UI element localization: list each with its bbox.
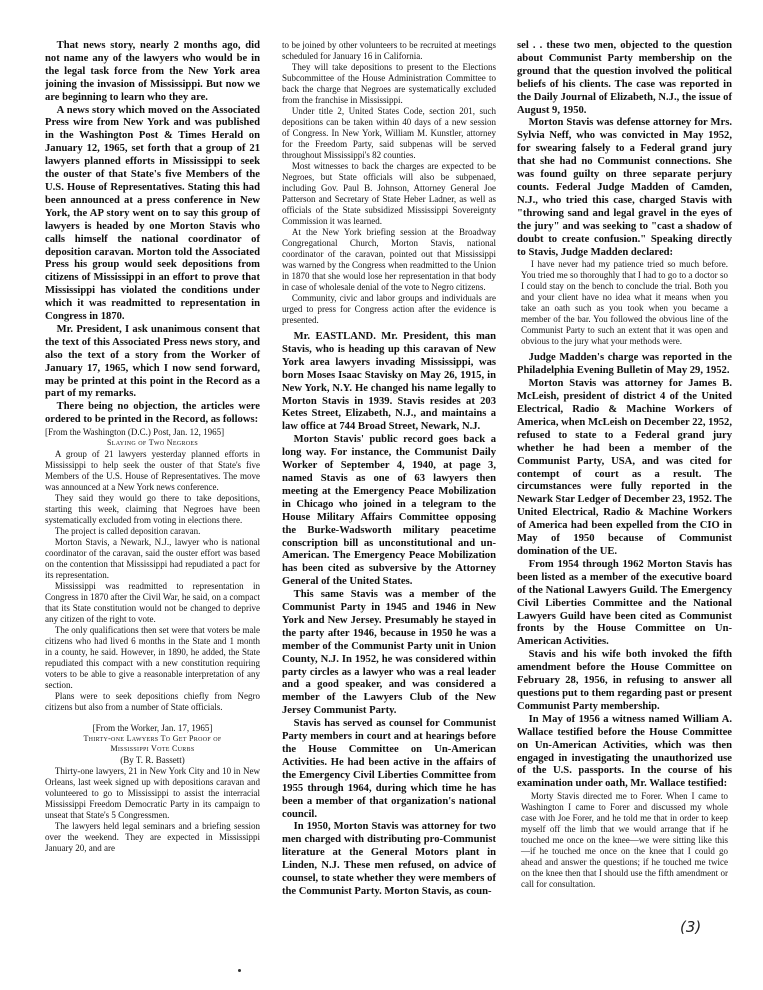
paragraph: That news story, nearly 2 months ago, did not name any of the lawyers who would be in the legal task force from the New York area joining the invasion of Mississippi. But now we are beginning to learn who they are.	[45, 40, 260, 103]
article-paragraph: Under title 2, United States Code, section 201, such depositions can be taken within 40 days of a new session of Congress. In New York, William M. Kunstler, attorney for the Freedom Party, said subpenas will be served throughout Mississippi's 82 counties.	[282, 106, 496, 160]
article-paragraph: Morton Stavis, a Newark, N.J., lawyer who is national coordinator of the caravan, said the ouster effort was based on the contention that Mississippi had repudiated a pact for its representation.	[45, 536, 260, 580]
article-paragraph: Thirty-one lawyers, 21 in New York City and 10 in New Orleans, last week signed up with depositions caravan and volunteered to go to Mississippi to assist the interracial Mississippi Freedom Democratic Party in its campaign to unseat that State's 5 Congressmen.	[45, 765, 260, 820]
article-headline: Thirty-one Lawyers To Get Proof of	[83, 733, 222, 743]
block-quote: I have never had my patience tried so much before. You tried me so thoroughly that I had to go to a doctor so I could stay on the bench to conclude the trial. Both you and your client have no idea what it means when you take an oath such as you took when you became a member of the bar. You followed the obvious line of the Communist Party to such an extent that it was open and obvious to the jury what your methods were.	[521, 259, 728, 347]
article-paragraph: A group of 21 lawyers yesterday planned efforts in Mississippi to help seek the ouster of that State's five Members of the U.S. House of Representatives. The move was announced at a New York news conference.	[45, 448, 260, 492]
block-quote: Morty Stavis directed me to Forer. When I came to Washington I came to Forer and discussed my whole case with Joe Forer, and he told me that in order to keep myself off the limb that we would arrange that if he touched me once on the knee—we were sitting like this—if he touched me once on the knee that I could go ahead and answer the questions; if he touched me twice on the knee then that I should use the fifth amendment or call for consultation.	[521, 791, 728, 890]
article-source: [From the Worker, Jan. 17, 1965]	[92, 722, 213, 733]
column-2	[282, 40, 496, 899]
article-paragraph: Mississippi was readmitted to representation in Congress in 1870 after the Civil War, he said, on a compact that its State constitution would not be changed to deprive any citizen of the right to vote.	[45, 580, 260, 624]
paragraph: Stavis and his wife both invoked the fifth amendment before the House Committee on February 28, 1956, in refusing to answer all questions put to them regarding past or present Communist Party membership.	[517, 649, 732, 712]
paragraph: There being no objection, the articles were ordered to be printed in the Record, as follows:	[45, 401, 260, 426]
article-paragraph: At the New York briefing session at the Broadway Congregational Church, Morton Stavis, national coordinator of the caravan, pointed out that Mississippi was warned by the Congress when readmitted to the Union in 1870 that she would lose her representation in that body in case of wholesale denial of the vote to Negro citizens.	[282, 227, 496, 292]
paragraph: This same Stavis was a member of the Communist Party in 1945 and 1946 in New York and New Jersey. Presumably he stayed in the party after 1946, because in 1950 he was a member of the Communist Party unit in Union County, N.J. In 1952, he was considered within party circles as a lawyer who was a real leader and a good speaker, and was considered a member of the Lawyers Club of the New Jersey Communist Party.	[282, 589, 496, 717]
article-paragraph: They said they would go there to take depositions, starting this week, claiming that Negroes have been systematically excluded from voting in elections there.	[45, 492, 260, 525]
article-paragraph: to be joined by other volunteers to be recruited at meetings scheduled for January 16 in California.	[282, 40, 496, 61]
article-headline: Slaying of Two Negroes	[106, 438, 198, 448]
paragraph: Morton Stavis' public record goes back a long way. For instance, the Communist Daily Worker of September 4, 1940, at page 3, named Stavis as one of 63 lawyers then meeting at the Emergency Peace Mobilization in Chicago who joined in a telegram to the House Military Affairs Committee opposing the Burke-Wadsworth military peacetime conscription bill as unconstitutional and un-American. The Emergency Peace Mobilization has been cited as subversive by the Attorney General of the United States.	[282, 434, 496, 588]
article-paragraph: Most witnesses to back the charges are expected to be Negroes, but State officials will also be subpenaed, including Gov. Paul B. Johnson, Attorney General Joe Patterson and Secretary of State Heber Ladner, as well as officials of the State subsidized Mississippi Sovereignty Commission it was learned.	[282, 161, 496, 226]
article-paragraph: Plans were to seek depositions chiefly from Negro citizens but also from a number of State officials.	[45, 690, 260, 712]
article-byline: (By T. R. Bassett)	[120, 754, 185, 765]
paragraph: A news story which moved on the Associated Press wire from New York and was published in the Washington Post & Times Herald on January 12, 1965, set forth that a group of 21 lawyers planned efforts in Mississippi to seek the ouster of that State's five Members of the U.S. House of Representatives. Stating this had been announced at a press conference in New York, the AP story went on to say this group of lawyers is headed by one Morton Stavis who calls himself the national coordinator of deposition caravan. Morton told the Associated Press his group would seek depositions from citizens of Mississippi in an effort to prove that Mississippi has violated the conditions under which it was readmitted to representation in Congress in 1870.	[45, 104, 260, 323]
paragraph: sel . . these two men, objected to the question about Communist Party membership on the ground that the question involved the political beliefs of his clients. The case was reported in the Daily Journal of Elizabeth, N.J., the issue of August 9, 1950.	[517, 40, 732, 116]
paragraph: Morton Stavis was attorney for James B. McLeish, president of district 4 of the United Electrical, Radio & Machine Workers of America, when McLeish on December 22, 1952, refused to state to a Federal grand jury whether he had been a member of the Communist Party, USA, and was cited for contempt of court as a result. The circumstances were fully reported in the Newark Star Ledger of December 23, 1952. The United Electrical, Radio & Machine Workers of America had been expelled from the CIO in May of 1950 because of Communist domination of the UE.	[517, 378, 732, 557]
paragraph: In May of 1956 a witness named William A. Wallace testified before the House Committee on Un-American Activities, which was then engaged in investigating the unauthorized use of the U.S. passports. In the course of his examination under oath, Mr. Wallace testified:	[517, 713, 732, 790]
article-paragraph: The project is called deposition caravan.	[54, 525, 201, 536]
scan-speck	[238, 969, 241, 972]
paragraph: From 1954 through 1962 Morton Stavis has been listed as a member of the executive board of the National Lawyers Guild. The Emergency Civil Liberties Committee and the National Lawyers Guild have been cited as Communist fronts by the House Committee on Un-American Activities.	[517, 558, 732, 648]
article-headline: Mississippi Vote Curbs	[110, 744, 195, 754]
paragraph: Stavis has served as counsel for Communist Party members in court and at hearings before the House Committee on Un-American Activities. He had been active in the affairs of the Emergency Civil Liberties Committee from 1955 through 1964, during which time he has been a member of that organization's national council.	[282, 718, 496, 820]
paragraph: Mr. EASTLAND. Mr. President, this man Stavis, who is heading up this caravan of New York area lawyers invading Mississippi, was born Moses Isaac Stavisky on May 26, 1915, in New York, N.Y. He changed his name legally to Morton Stavis in 1939. Stavis resides at 203 Ketes Street, Elizabeth, N.J., and maintains a law office at 744 Broad Street, Newark, N.J.	[282, 331, 496, 433]
spacer	[45, 713, 260, 723]
page-number: (3)	[680, 918, 702, 936]
paragraph: Morton Stavis was defense attorney for Mrs. Sylvia Neff, who was convicted in May 1952, for swearing falsely to a Federal grand jury that she had no Communist connections. She was found guilty on three separate perjury counts. Federal Judge Madden of Camden, N.J., who tried this case, charged Stavis with "throwing sand and legal gravel in the eyes of the jury" and was seeking to "cast a shadow of doubt to create confusion." Speaking directly to Stavis, Judge Madden declared:	[517, 117, 732, 258]
paragraph: Mr. President, I ask unanimous consent that the text of this Associated Press news story, and also the text of a story from the Worker of January 17, 1965, which I now send forward, may be printed at this point in the Record as a part of my remarks.	[45, 323, 260, 400]
article-paragraph: The only qualifications then set were that voters be male citizens who had lived 6 months in the State and 1 month in a county, he said. However, in 1890, he added, the State repudiated this compact with a new constitution requiring voters to be able to give a reasonable interpretation of any section.	[45, 624, 260, 690]
article-paragraph: They will take depositions to present to the Elections Subcommittee of the House Administration Committee to back the charge that Negroes are systematically excluded from the franchise in Mississippi.	[282, 62, 496, 105]
article-paragraph: Community, civic and labor groups and individuals are urged to press for Congress action after the evidence is presented.	[282, 293, 496, 325]
paragraph: In 1950, Morton Stavis was attorney for two men charged with distributing pro-Communist literature at the General Motors plant in Linden, N.J. These men refused, on advice of counsel, to state whether they were members of the Communist Party. Morton Stavis, as coun-	[282, 821, 496, 897]
article-paragraph: The lawyers held legal seminars and a briefing session over the weekend. They are expected in Mississippi January 20, and are	[45, 820, 260, 853]
paragraph: Judge Madden's charge was reported in the Philadelphia Evening Bulletin of May 29, 1952.	[517, 352, 732, 377]
column-1	[45, 40, 260, 854]
column-3	[517, 40, 732, 890]
article-source: [From the Washington (D.C.) Post, Jan. 12, 1965]	[45, 427, 225, 438]
